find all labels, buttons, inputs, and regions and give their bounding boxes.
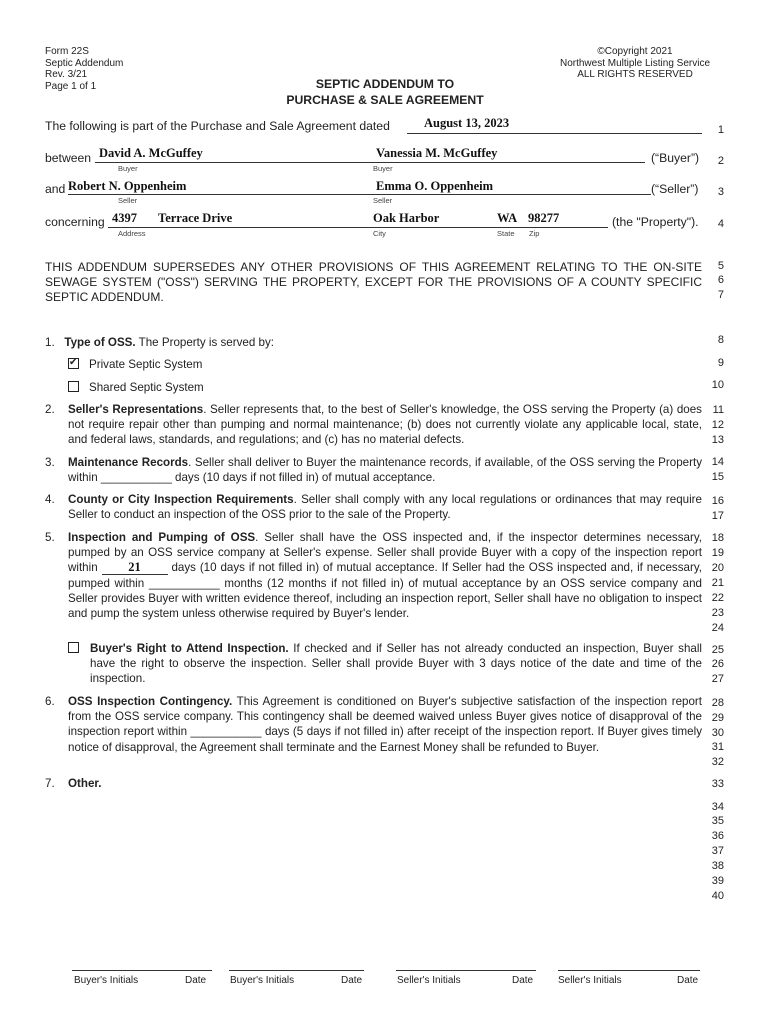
line-number: 36 <box>711 830 724 842</box>
section-5-number: 5. <box>45 531 55 544</box>
zip-caption: Zip <box>529 229 540 238</box>
buyer-initials-label-2: Buyer's Initials <box>230 975 295 986</box>
title-line-2: PURCHASE & SALE AGREEMENT <box>286 93 484 107</box>
section-1-number: 1. <box>45 336 55 349</box>
private-septic-checkbox[interactable] <box>68 358 79 369</box>
section-2 <box>68 402 702 448</box>
line-number: 14 <box>711 456 724 468</box>
inspection-days-value: 21 <box>128 560 141 575</box>
seller-date-label-1: Date <box>512 975 534 986</box>
line-number: 39 <box>711 875 724 887</box>
title-line-1: SEPTIC ADDENDUM TO <box>315 77 455 91</box>
line-number: 23 <box>711 607 724 619</box>
line-number: 16 <box>711 495 724 507</box>
line-number: 2 <box>717 155 724 167</box>
zip[interactable]: 98277 <box>528 211 560 225</box>
line-number: 11 <box>712 404 724 416</box>
section-5b-heading: Buyer's Right to Attend Inspection. <box>90 642 289 655</box>
section-6-text: This Agreement is conditioned on Buyer's subjective satisfaction of the inspection report from the OSS service company. This contingency shall be deemed waived unless Buyer gives notice of disapproval of the inspection report within ___________ days (5 days if not filled in) after receipt of the inspection report. If Buyer gives timely notice of disapproval, the Agreement shall terminate and the Earnest Money shall be refunded to Buyer. <box>68 695 703 754</box>
city-caption: City <box>373 229 386 238</box>
line-number: 35 <box>711 815 724 827</box>
line-number: 8 <box>717 334 724 346</box>
seller-date-label-2: Date <box>677 975 699 986</box>
line-number: 3 <box>717 186 724 198</box>
section-2-text: . Seller represents that, to the best of Seller's knowledge, the OSS serving the Property (a) does not require repair other than pumping and normal maintenance; (b) does not currently violate any applicable local, state, and federal laws, standards, and regulations; and (c) has no material defects. <box>68 403 702 447</box>
supersede-paragraph: THIS ADDENDUM SUPERSEDES ANY OTHER PROVISIONS OF THIS AGREEMENT RELATING TO THE ON-SITE SEWAGE SYSTEM ("OSS") SERVING THE PROPERTY, EXCEPT FOR THE PROVISIONS OF A COUNTY SPECIFIC SEPTIC ADDENDUM. <box>45 260 702 304</box>
private-septic-label: Private Septic System <box>89 358 203 371</box>
between-label: between <box>45 151 92 165</box>
state[interactable]: WA <box>497 211 518 225</box>
line-number: 18 <box>711 532 724 544</box>
inspection-days-field[interactable] <box>102 561 168 575</box>
date-underline <box>407 133 702 134</box>
line-number: 1 <box>717 124 724 136</box>
address-underline <box>108 227 608 228</box>
section-5-text-a: . Seller shall have the OSS inspected and, if the inspector determines necessary, pumped by an OSS service company at Seller's expense. Seller shall provide Buyer with a copy of the inspection report within <box>68 531 702 575</box>
org-name: Northwest Multiple Listing Service <box>559 57 711 69</box>
section-2-heading: Seller's Representations <box>68 403 204 416</box>
address-number[interactable]: 4397 <box>112 211 137 225</box>
seller-1-name[interactable]: Robert N. Oppenheim <box>68 179 187 193</box>
buyer-underline <box>95 162 645 163</box>
form-header-left <box>45 46 123 92</box>
line-number: 4 <box>717 218 724 230</box>
section-3-number: 3. <box>45 456 55 469</box>
line-number: 34 <box>711 801 724 813</box>
line-number: 20 <box>711 562 724 574</box>
section-3-text: . Seller shall deliver to Buyer the maintenance records, if available, of the OSS serving the Property within ___________ days (10 days if not filled in) of mutual acceptance. <box>68 456 702 485</box>
page-number: Page 1 of 1 <box>45 80 97 92</box>
buyer-initials-line-1[interactable] <box>72 970 212 971</box>
section-6 <box>68 694 702 755</box>
section-4-text: . Seller shall comply with any local regulations or ordinances that may require Seller to conduct an inspection of the OSS prior to the sale of the Property. <box>68 493 702 522</box>
section-6-heading: OSS Inspection Contingency. <box>68 695 233 708</box>
section-5 <box>68 530 702 621</box>
line-number: 25 <box>711 644 724 656</box>
line-number: 9 <box>717 357 724 369</box>
line-number: 17 <box>711 510 724 522</box>
option-shared-septic[interactable] <box>68 380 204 395</box>
line-number: 38 <box>711 860 724 872</box>
buyer-tag: (“Buyer”) <box>651 151 700 165</box>
shared-septic-checkbox[interactable] <box>68 381 79 392</box>
line-number: 31 <box>711 741 724 753</box>
section-4 <box>68 492 702 522</box>
line-number: 19 <box>711 547 724 559</box>
agreement-date[interactable]: August 13, 2023 <box>424 116 510 130</box>
line-number: 27 <box>711 673 724 685</box>
line-number: 7 <box>717 289 724 301</box>
line-number: 32 <box>711 756 724 768</box>
attend-inspection-checkbox-wrap[interactable] <box>68 641 88 656</box>
line-number: 10 <box>711 379 724 391</box>
buyer-date-label-2: Date <box>341 975 363 986</box>
address-caption: Address <box>118 229 146 238</box>
line-number: 13 <box>711 434 724 446</box>
section-6-number: 6. <box>45 695 55 708</box>
buyer-initials-label-1: Buyer's Initials <box>74 975 139 986</box>
line-number: 6 <box>717 274 724 286</box>
shared-septic-label: Shared Septic System <box>89 381 204 394</box>
option-private-septic[interactable] <box>68 357 202 372</box>
form-rev: Rev. 3/21 <box>45 69 88 80</box>
line-number: 40 <box>711 890 724 902</box>
section-4-heading: County or City Inspection Requirements <box>68 493 294 506</box>
form-id: Form 22S <box>45 46 89 57</box>
line-number: 5 <box>717 260 724 272</box>
section-5b <box>90 641 702 687</box>
state-caption: State <box>497 229 515 238</box>
seller-underline <box>68 194 651 195</box>
section-3-heading: Maintenance Records <box>68 456 189 469</box>
seller-initials-label-1: Seller's Initials <box>397 975 461 986</box>
buyer-initials-line-2[interactable] <box>229 970 364 971</box>
section-5-text-b: days (10 days if not filled in) of mutual acceptance. If Seller had the OSS inspected and, if necessary, pumped within ___________ months (12 months if not filled in) of mutual acceptance by an OSS service company and Seller provides Buyer with written evidence thereof, including an inspection report, Seller shall have no obligation to inspect and pump the system unless otherwise required by Buyer's lender. <box>68 561 702 621</box>
line-number: 21 <box>711 577 724 589</box>
rights: ALL RIGHTS RESERVED <box>577 69 693 80</box>
form-header-right <box>540 46 730 81</box>
buyer-1-name[interactable]: David A. McGuffey <box>99 146 203 160</box>
line-number: 30 <box>711 727 724 739</box>
line-number: 22 <box>711 592 724 604</box>
section-1-text: The Property is served by: <box>138 336 274 349</box>
section-4-number: 4. <box>45 493 55 506</box>
and-label: and <box>45 182 66 196</box>
line-number: 15 <box>711 471 724 483</box>
seller-caption-1: Seller <box>118 196 138 205</box>
seller-initials-line-2[interactable] <box>558 970 700 971</box>
line-number: 26 <box>711 658 724 670</box>
section-2-number: 2. <box>45 403 55 416</box>
property-tag: (the "Property"). <box>612 215 699 229</box>
copyright: ©Copyright 2021 <box>597 46 673 57</box>
seller-2-name[interactable]: Emma O. Oppenheim <box>376 179 494 193</box>
line-number: 24 <box>711 622 724 634</box>
section-1-heading: Type of OSS. <box>64 336 136 349</box>
attend-inspection-checkbox[interactable] <box>68 642 79 653</box>
buyer-date-label-1: Date <box>185 975 207 986</box>
intro-text: The following is part of the Purchase and Sale Agreement dated <box>45 119 390 133</box>
buyer-caption-1: Buyer <box>118 164 138 173</box>
address-street[interactable]: Terrace Drive <box>158 211 233 225</box>
section-7-number: 7. <box>45 777 55 790</box>
seller-initials-label-2: Seller's Initials <box>558 975 622 986</box>
buyer-caption-2: Buyer <box>373 164 393 173</box>
section-7-heading: Other. <box>68 777 102 790</box>
line-number: 28 <box>711 697 724 709</box>
section-5b-text: If checked and if Seller has not already conducted an inspection, Buyer shall have the right to observe the inspection. Seller shall provide Buyer with 3 days notice of the date and time of the inspection. <box>90 642 703 686</box>
line-number: 33 <box>711 778 724 790</box>
seller-tag: (“Seller”) <box>651 182 699 196</box>
seller-caption-2: Seller <box>373 196 393 205</box>
line-number: 29 <box>711 712 724 724</box>
concerning-label: concerning <box>45 215 105 229</box>
form-name: Septic Addendum <box>45 57 124 69</box>
city[interactable]: Oak Harbor <box>373 211 440 225</box>
line-number: 12 <box>711 419 724 431</box>
line-number: 37 <box>711 845 724 857</box>
seller-initials-line-1[interactable] <box>396 970 536 971</box>
buyer-2-name[interactable]: Vanessia M. McGuffey <box>376 146 498 160</box>
section-1 <box>45 335 705 350</box>
section-3 <box>68 455 702 485</box>
page-title <box>235 76 535 108</box>
section-5-heading: Inspection and Pumping of OSS <box>68 531 256 544</box>
